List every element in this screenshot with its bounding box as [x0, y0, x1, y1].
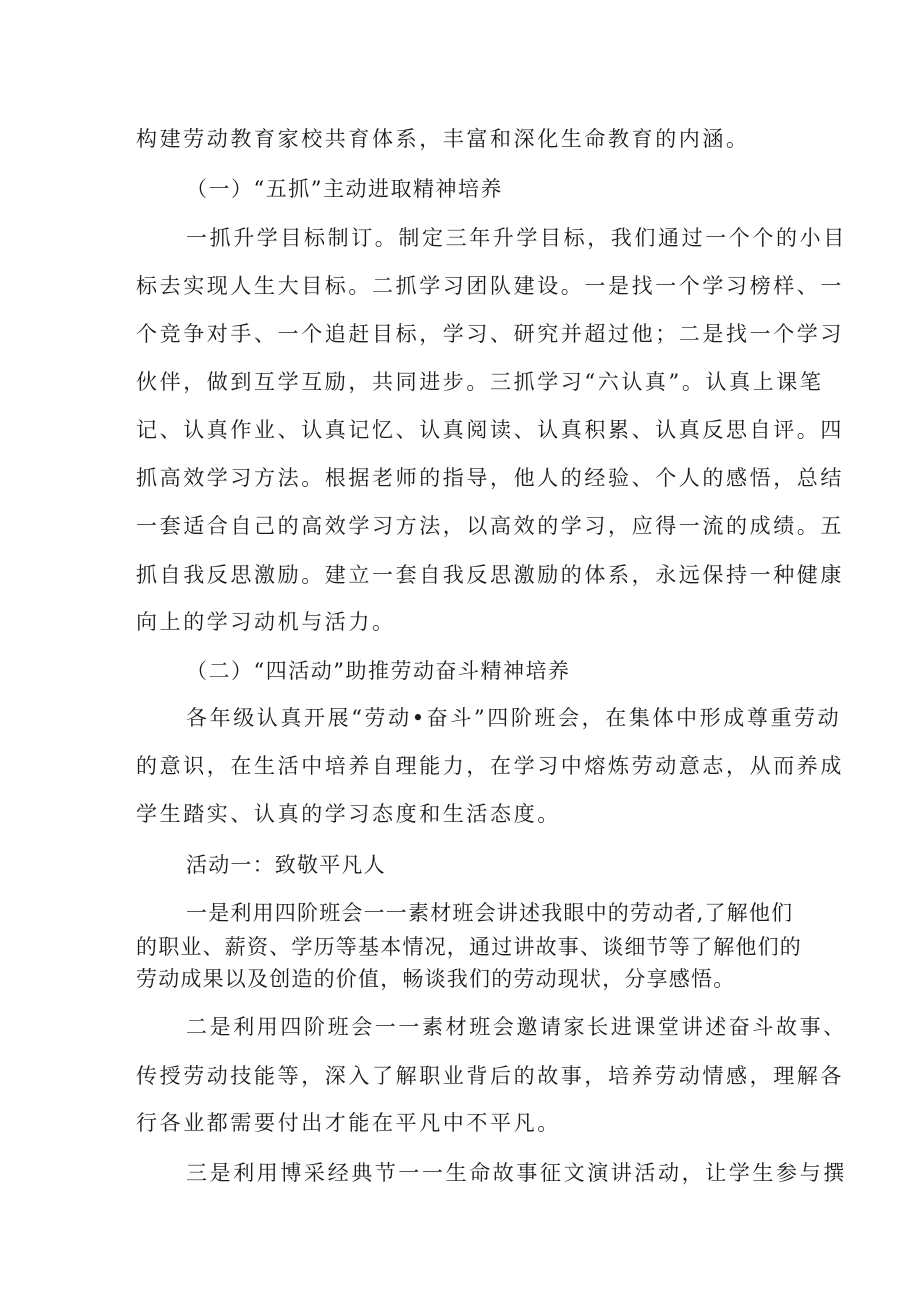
paragraph-line: 传授劳动技能等，深入了解职业背后的故事，培养劳动情感，理解各 — [136, 1064, 844, 1088]
activity-heading: 活动一：致敬平凡人 — [186, 853, 386, 877]
paragraph-line: 劳动成果以及创造的价值，畅谈我们的劳动现状，分享感悟。 — [136, 967, 736, 991]
paragraph-line: 抓自我反思激励。建立一套自我反思激励的体系，永远保持一种健康 — [136, 563, 844, 587]
paragraph-line: 一抓升学目标制订。制定三年升学目标，我们通过一个个的小目 — [186, 226, 847, 250]
paragraph-line: 三是利用博采经典节一一生命故事征文演讲活动，让学生参与撰 — [186, 1161, 847, 1185]
paragraph-line: 伙伴，做到互学互励，共同进步。三抓学习“六认真”。认真上课笔 — [136, 370, 824, 394]
paragraph-line: 二是利用四阶班会一一素材班会邀请家长进课堂讲述奋斗故事、 — [186, 1015, 847, 1039]
paragraph-line: 个竞争对手、一个追赶目标，学习、研究并超过他；二是找一个学习 — [136, 322, 844, 346]
paragraph-line: 构建劳动教育家校共育体系，丰富和深化生命教育的内涵。 — [136, 127, 750, 151]
paragraph-line: 一套适合自己的高效学习方法，以高效的学习，应得一流的成绩。五 — [136, 514, 844, 538]
paragraph-line: 一是利用四阶班会一一素材班会讲述我眼中的劳动者,了解他们 — [186, 901, 794, 925]
section-heading: （一）“五抓”主动进取精神培养 — [186, 177, 503, 201]
paragraph-line: 的意识，在生活中培养自理能力，在学习中熔炼劳动意志，从而养成 — [136, 754, 844, 778]
paragraph-line: 学生踏实、认真的学习态度和生活态度。 — [136, 802, 561, 826]
paragraph-line: 抓高效学习方法。根据老师的指导，他人的经验、个人的感悟，总结 — [136, 466, 844, 490]
paragraph-line: 记、认真作业、认真记忆、认真阅读、认真积累、认真反思自评。四 — [136, 418, 844, 442]
paragraph-line: 行各业都需要付出才能在平凡中不平凡。 — [136, 1111, 561, 1135]
paragraph-line: 向上的学习动机与活力。 — [136, 610, 396, 634]
paragraph-line: 标去实现人生大目标。二抓学习团队建设。一是找一个学习榜样、一 — [136, 274, 844, 298]
section-heading: （二）“四活动”助推劳动奋斗精神培养 — [186, 659, 571, 683]
paragraph-line: 各年级认真开展“劳动•奋斗”四阶班会，在集体中形成尊重劳动 — [186, 706, 842, 730]
paragraph-line: 的职业、薪资、学历等基本情况，通过讲故事、谈细节等了解他们的 — [136, 935, 802, 959]
